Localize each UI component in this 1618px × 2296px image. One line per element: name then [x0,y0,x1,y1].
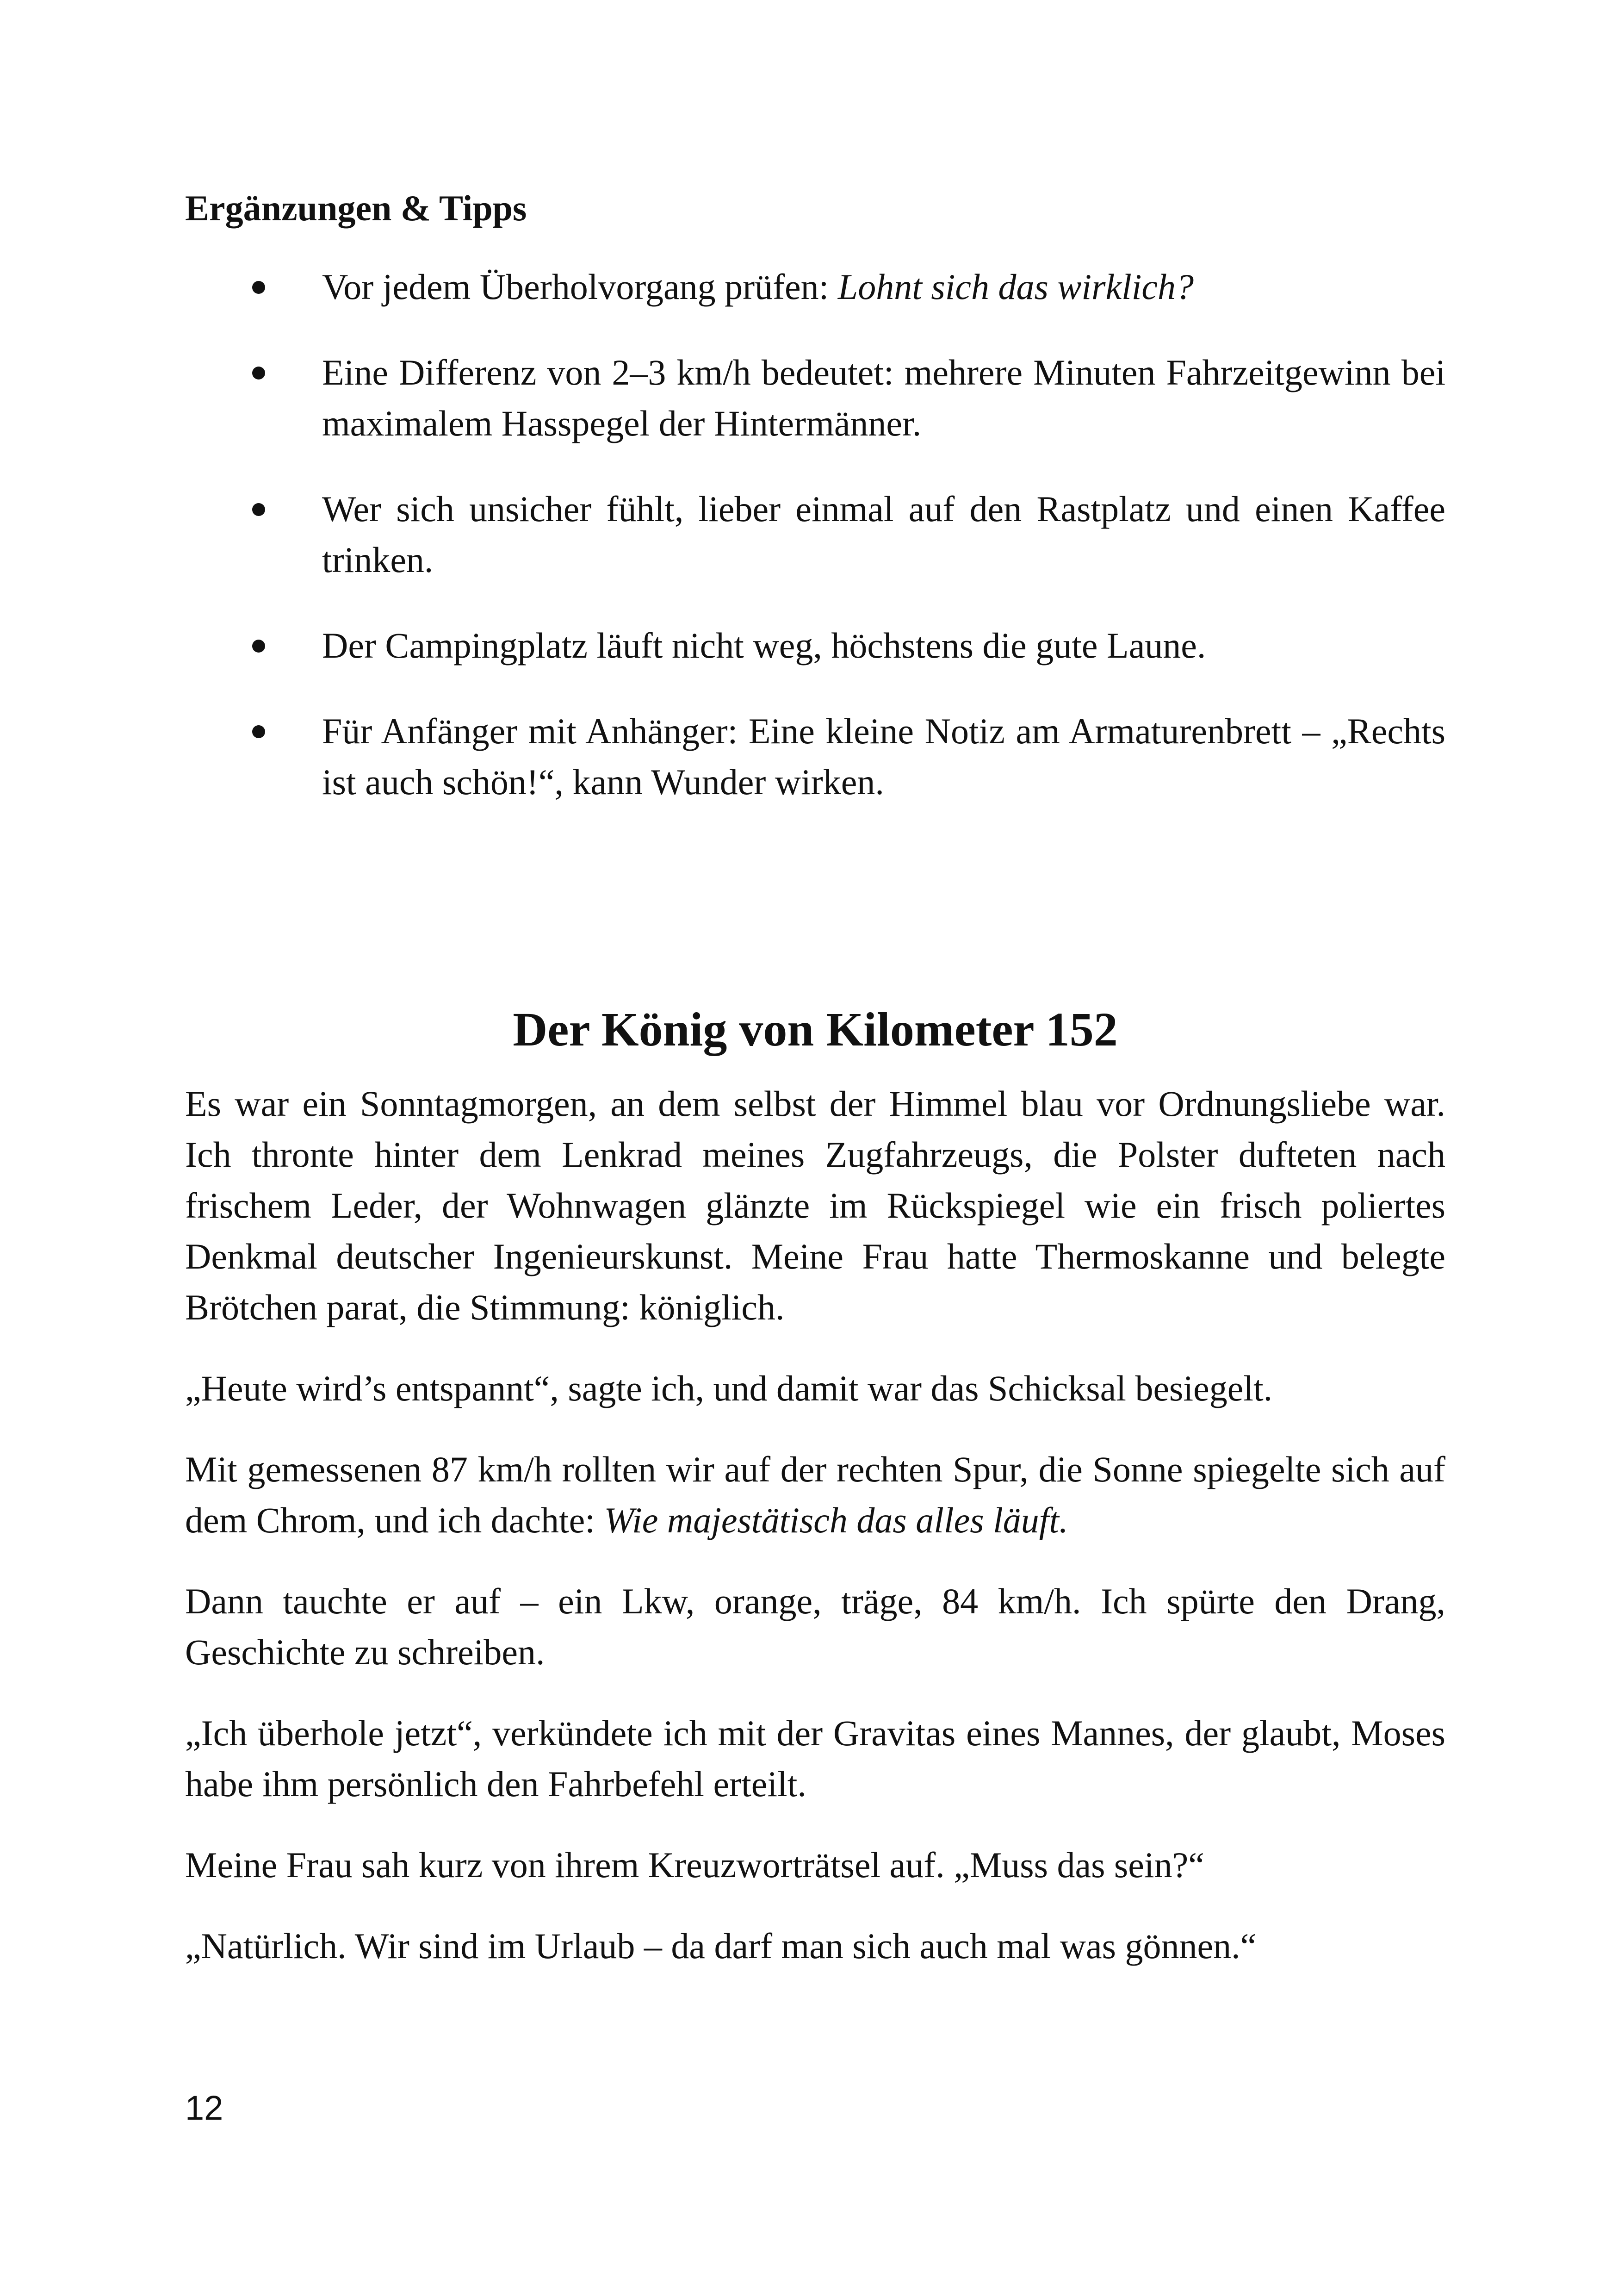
paragraph-text: „Ich überhole jetzt“, verkündete ich mit der Gravitas eines Mannes, der glaubt, Moses habe ihm persönlich den Fahrbefehl erteilt. [185,1713,1445,1804]
tip-text: Vor jedem Überholvorgang prüfen: [322,267,838,307]
story-paragraph [185,1840,1445,1891]
tip-item [185,484,1445,585]
paragraph-text: „Heute wird’s entspannt“, sagte ich, und damit war das Schicksal besiegelt. [185,1368,1273,1408]
page-number: 12 [185,2089,223,2127]
tips-heading: Ergänzungen & Tipps [185,188,527,228]
bullet-icon [252,640,265,653]
story-title: Der König von Kilometer 152 [513,1003,1118,1056]
tip-emphasis: Lohnt sich das wirklich? [837,267,1194,307]
bullet-icon [252,725,265,738]
paragraph-text: Meine Frau sah kurz von ihrem Kreuzworträtsel auf. „Muss das sein?“ [185,1845,1204,1885]
tip-item [185,620,1445,671]
tip-text: Für Anfänger mit Anhänger: Eine kleine Notiz am Armaturenbrett – „Rechts ist auch schön!“, kann Wunder wirken. [322,711,1445,802]
story-paragraph [185,1078,1445,1333]
bullet-icon [252,503,265,516]
tip-text: Der Campingplatz läuft nicht weg, höchstens die gute Laune. [322,625,1206,666]
story-paragraph [185,1363,1445,1414]
tip-item [185,261,1445,312]
paragraph-text: „Natürlich. Wir sind im Urlaub – da darf man sich auch mal was gönnen.“ [185,1926,1257,1966]
tips-list [185,261,1445,842]
paragraph-text: Es war ein Sonntagmorgen, an dem selbst der Himmel blau vor Ordnungsliebe war. Ich thronte hinter dem Lenkrad meines Zugfahrzeugs, die Polster dufteten nach frischem Leder, der Wohnwagen glänzte im Rückspiegel wie ein frisch poliertes Denkmal deutscher Ingenieurskunst. Meine Frau hatte Thermoskanne und belegte Brötchen parat, die Stimmung: königlich. [185,1083,1445,1327]
story-paragraph [185,1576,1445,1678]
tip-item [185,347,1445,449]
bullet-icon [252,367,265,380]
story-paragraph [185,1921,1445,1972]
bullet-icon [252,281,265,294]
paragraph-text: Mit gemessenen 87 km/h rollten wir auf der rechten Spur, die Sonne spiegelte sich auf dem Chrom, und ich dachte: [185,1449,1445,1540]
paragraph-text: Dann tauchte er auf – ein Lkw, orange, träge, 84 km/h. Ich spürte den Drang, Geschichte zu schreiben. [185,1581,1445,1672]
story-body [185,1078,1445,2002]
tip-text: Eine Differenz von 2–3 km/h bedeutet: mehrere Minuten Fahrzeitgewinn bei maximalem Hasspegel der Hintermänner. [322,352,1445,443]
paragraph-emphasis: Wie majestätisch das alles läuft. [604,1500,1068,1540]
tip-item [185,706,1445,808]
tip-text: Wer sich unsicher fühlt, lieber einmal auf den Rastplatz und einen Kaffee trinken. [322,489,1445,580]
story-paragraph [185,1708,1445,1810]
story-paragraph [185,1444,1445,1546]
